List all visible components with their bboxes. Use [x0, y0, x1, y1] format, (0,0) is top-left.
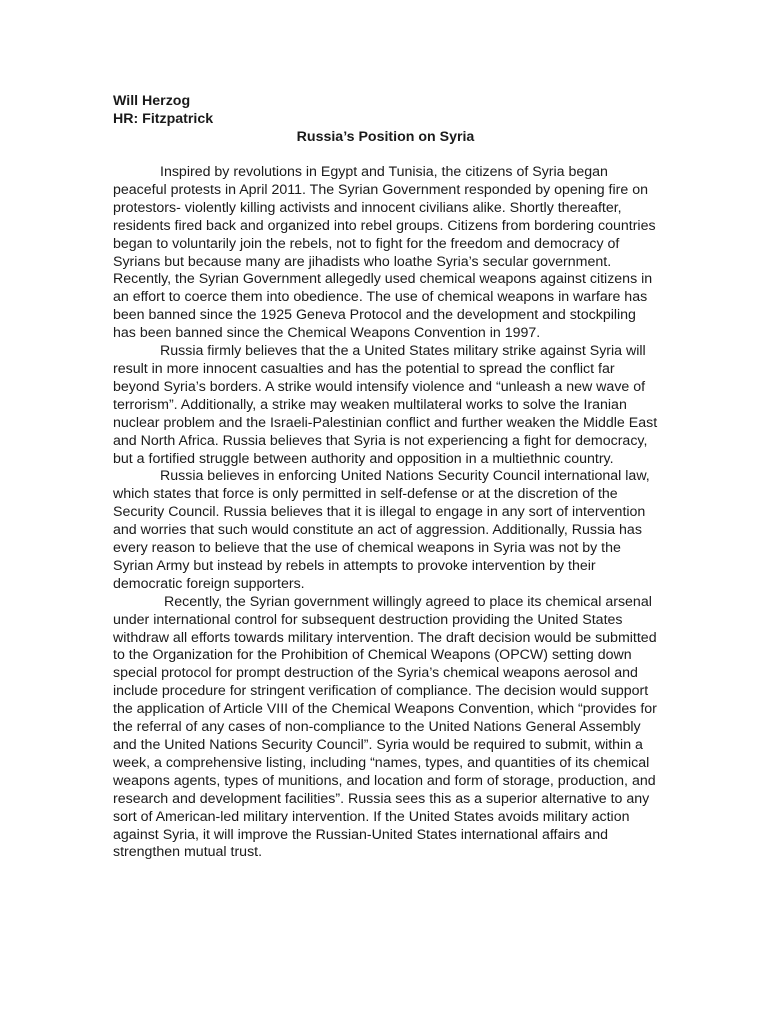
paragraph-international-law: Russia believes in enforcing United Nations Security Council international law, which states that force is only permitted in self-defense or at the discretion of the Security Council. Russia believes that it is illegal to engage in any sort of intervention and worries that such would constitute an act of aggression. Additionally, Russia has every reason to believe that the use of chemical weapons in Syria was not by the Syrian Army but instead by rebels in attempts to provoke intervention by their democratic foreign supporters.: [113, 468, 650, 592]
paragraph-strike-concerns: Russia firmly believes that the a United States military strike against Syria will result in more innocent casualties and has the potential to spread the conflict far beyond Syria’s borders. A strike would intensify violence and “unleash a new wave of terrorism”. Additionally, a strike may weaken multilateral works to solve the Iranian nuclear problem and the Israeli-Palestinian conflict and further weaken the Middle East and North Africa. Russia believes that Syria is not experiencing a fight for democracy, but a fortified struggle between authority and opposition in a multiethnic country.: [113, 343, 658, 467]
paragraph-background: Inspired by revolutions in Egypt and Tunisia, the citizens of Syria began peaceful protests in April 2011. The Syrian Government responded by opening fire on protestors- violently killing activists and innocent civilians alike. Shortly thereafter, residents fired back and organized into rebel groups. Citizens from bordering countries began to voluntarily join the rebels, not to fight for the freedom and democracy of Syrians but because many are jihadists who loathe Syria’s secular government. Recently, the Syrian Government allegedly used chemical weapons against citizens in an effort to coerce them into obedience. The use of chemical weapons in warfare has been banned since the 1925 Geneva Protocol and the development and stockpiling has been banned since the Chemical Weapons Convention in 1997.: [113, 164, 656, 342]
document-page: [113, 92, 658, 862]
homeroom-teacher: HR: Fitzpatrick: [113, 111, 214, 127]
paragraph-chemical-arsenal: Recently, the Syrian government willingly agreed to place its chemical arsenal under international control for subsequent destruction providing the United States withdraw all efforts towards military intervention. The draft decision would be submitted to the Organization for the Prohibition of Chemical Weapons (OPCW) setting down special protocol for prompt destruction of the Syria’s chemical weapons aerosol and include procedure for stringent verification of compliance. The decision would support the application of Article VIII of the Chemical Weapons Convention, which “provides for the referral of any cases of non-compliance to the United Nations General Assembly and the United Nations Security Council”. Syria would be required to submit, within a week, a comprehensive listing, including “names, types, and quantities of its chemical weapons agents, types of munitions, and location and form of storage, production, and research and development facilities”. Russia sees this as a superior alternative to any sort of American-led military intervention. If the United States avoids military action against Syria, it will improve the Russian-United States international affairs and strengthen mutual trust.: [113, 593, 657, 861]
document-title: Russia’s Position on Syria: [296, 129, 475, 145]
author-name: Will Herzog: [113, 93, 191, 109]
